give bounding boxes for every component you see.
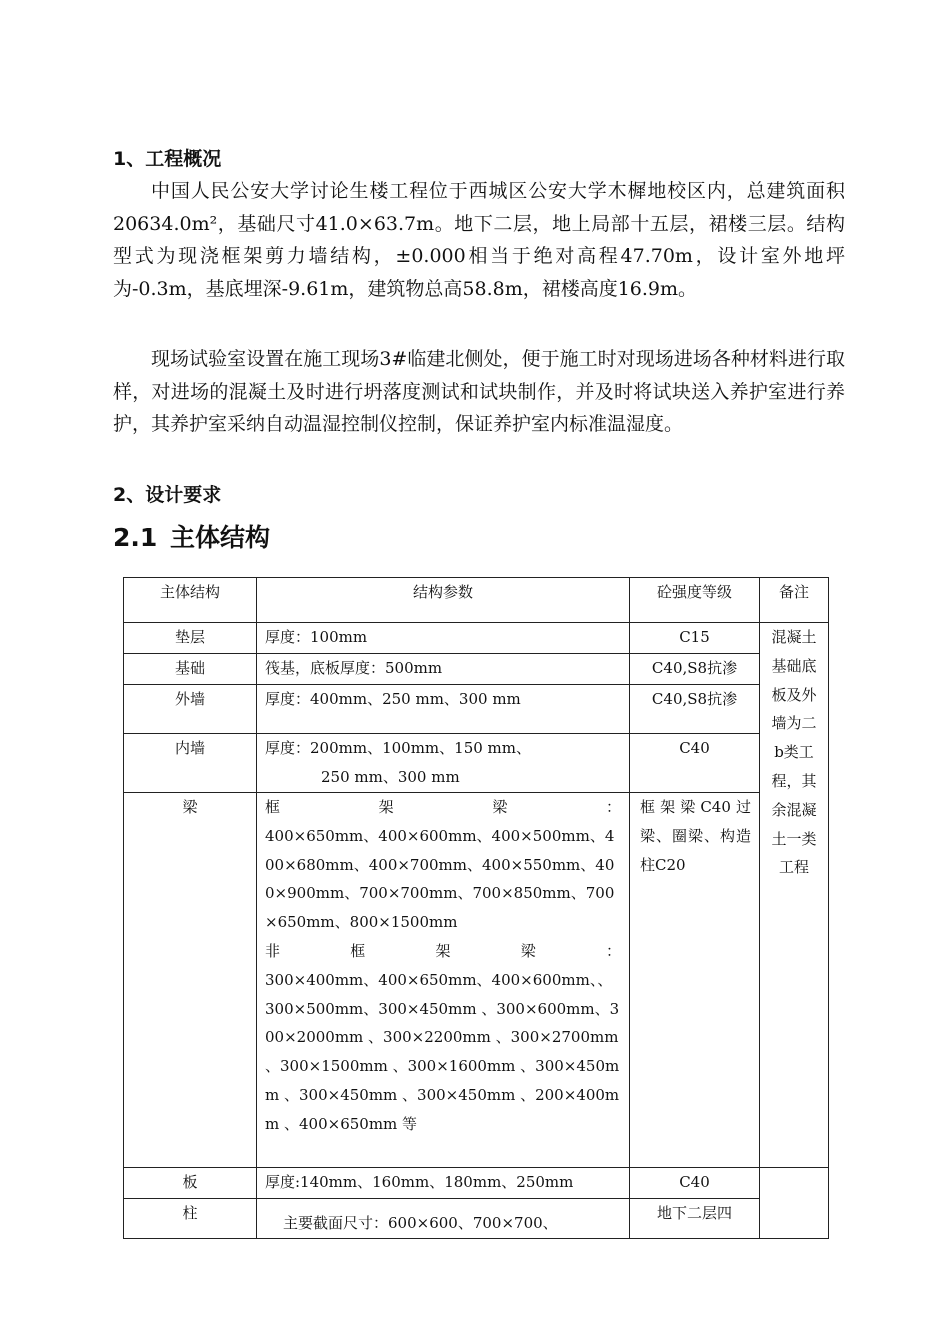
row-param: 厚度：100mm: [257, 623, 630, 654]
table-row: [124, 685, 829, 734]
table-header-row: [124, 578, 829, 623]
table-row-beam: [124, 793, 829, 1168]
row-name: 外墙: [124, 685, 257, 734]
structure-spec-table: [123, 577, 829, 1239]
table-row: [124, 1199, 829, 1239]
table-row: [124, 623, 829, 654]
nonframe-beam-list: 300×400mm、400×650mm、400×600mm、、300×500mm、300×450mm 、300×600mm、300×2000mm 、300×2200mm 、300×2700mm 、300×1500mm 、300×1600mm 、300×450mm 、300×450mm 、300×450mm 、200×400mm 、400×650mm 等: [265, 970, 620, 1133]
row-name: 垫层: [124, 623, 257, 654]
table-row: [124, 1168, 829, 1199]
row-grade: C15: [630, 623, 760, 654]
row-grade: C40: [630, 1168, 760, 1199]
overview-paragraph: 中国人民公安大学讨论生楼工程位于西城区公安大学木樨地校区内，总建筑面积20634.0m²，基础尺寸41.0×63.7m。地下二层，地上局部十五层，裙楼三层。结构型式为现浇框架剪力墙结构，±0.000相当于绝对高程47.70m，设计室外地坪为-0.3m，基底埋深-9.61m，建筑物总高58.8m，裙楼高度16.9m。: [113, 180, 845, 300]
header-structure: 主体结构: [124, 578, 257, 623]
row-name: 板: [124, 1168, 257, 1199]
row-grade: C40: [630, 734, 760, 793]
row-param: 主要截面尺寸：600×600、700×700、: [257, 1199, 630, 1239]
row-name: 内墙: [124, 734, 257, 793]
lab-paragraph: 现场试验室设置在施工现场3#临建北侧处，便于施工时对现场进场各种材料进行取样，对进场的混凝土及时进行坍落度测试和试块制作，并及时将试块送入养护室进行养护，其养护室采纳自动温湿控制仪控制，保证养护室内标准温湿度。: [113, 348, 845, 436]
table-row: [124, 734, 829, 793]
row-name: 基础: [124, 654, 257, 685]
row-grade: 框架梁C40过梁、圈梁、构造柱C20: [630, 793, 760, 1168]
header-concrete-grade: 砼强度等级: [630, 578, 760, 623]
header-remark: 备注: [760, 578, 829, 623]
row-name: 柱: [124, 1199, 257, 1239]
row-param: [257, 734, 630, 793]
row-grade: C40,S8抗渗: [630, 685, 760, 734]
remark-empty: [760, 1168, 829, 1239]
beam-params: [257, 793, 630, 1168]
param-line: 厚度：200mm、100mm、150 mm、: [265, 739, 532, 757]
row-param: 厚度：400mm、250 mm、300 mm: [257, 685, 630, 734]
row-name: 梁: [124, 793, 257, 1168]
section-heading-overview: 1、工程概况: [113, 148, 222, 170]
remark-cell: 混凝土基础底板及外墙为二b类工程，其余混凝土一类工程: [760, 623, 829, 1168]
row-grade: C40,S8抗渗: [630, 654, 760, 685]
frame-beam-list: 400×650mm、400×600mm、400×500mm、400×680mm、400×700mm、400×550mm、400×900mm、700×700mm、700×850mm、700×650mm、800×1500mm: [265, 826, 615, 932]
section-heading-design: 2、设计要求: [113, 484, 222, 506]
param-line: 250 mm、300 mm: [321, 767, 460, 786]
row-param: 筏基，底板厚度：500mm: [257, 654, 630, 685]
subsection-heading-main-structure: 2.1 主体结构: [113, 523, 270, 552]
row-grade: 地下二层四: [630, 1199, 760, 1239]
table-row: [124, 654, 829, 685]
nonframe-beam-label: 非框架梁：: [265, 941, 621, 960]
header-parameters: 结构参数: [257, 578, 630, 623]
frame-beam-label: 框架梁：: [265, 798, 621, 816]
row-param: 厚度:140mm、160mm、180mm、250mm: [257, 1168, 630, 1199]
